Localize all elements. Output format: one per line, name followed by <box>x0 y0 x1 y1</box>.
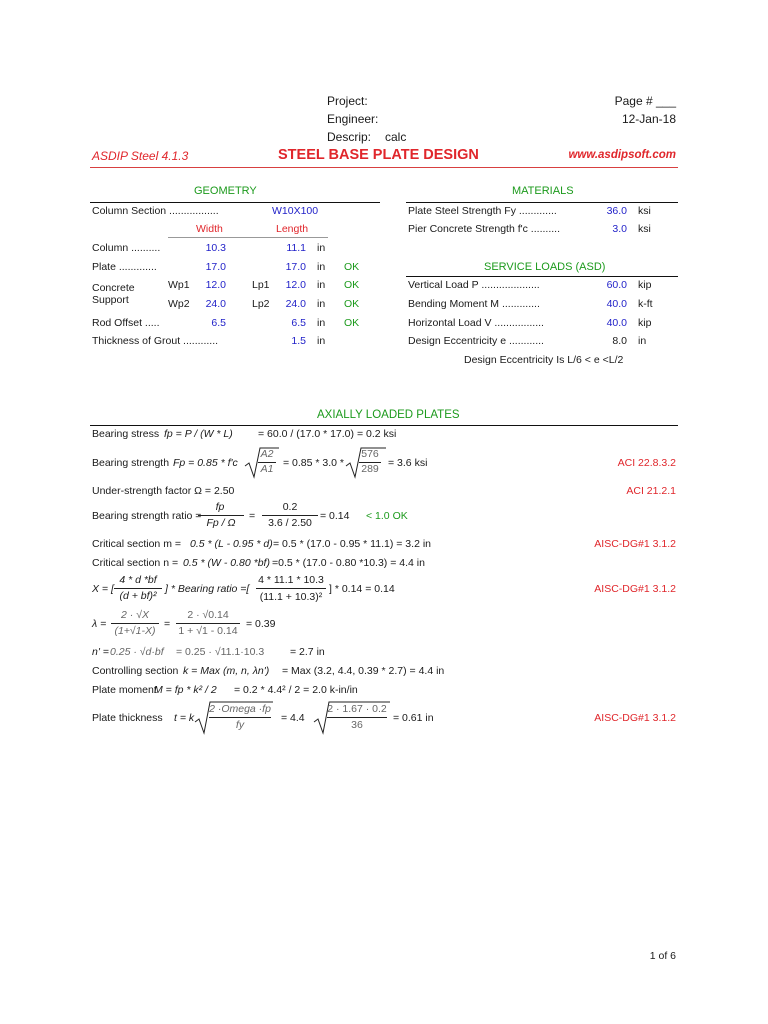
horizontal-load-value[interactable]: 40.0 <box>606 317 627 329</box>
ref-aci-22832: ACI 22.8.3.2 <box>617 457 676 469</box>
vertical-load-value[interactable]: 60.0 <box>606 279 627 291</box>
lp1-label: Lp1 <box>252 279 270 291</box>
ratio-den-symbol: Fp / Ω <box>206 517 236 529</box>
moment-formula: M = fp * k² / 2 <box>154 684 217 696</box>
omega-line: Under-strength factor Ω = 2.50 <box>92 485 235 497</box>
thickness-label: Plate thickness <box>92 712 163 724</box>
k-label: Controlling section <box>92 665 179 677</box>
thickness-result: = 0.61 in <box>393 712 434 724</box>
x-mid: ] * Bearing ratio =[ <box>165 583 250 595</box>
lambda-result: = 0.39 <box>246 618 276 630</box>
nprime-result: = 2.7 in <box>290 646 325 658</box>
support1-ok-badge: OK <box>344 279 360 291</box>
wp1-label: Wp1 <box>168 279 190 291</box>
moment-calc: = 0.2 * 4.4² / 2 = 2.0 k-in/in <box>234 684 358 696</box>
rod-offset-unit: in <box>317 317 326 329</box>
concrete-support-label-2: Support <box>92 294 129 306</box>
fy-label: Plate Steel Strength Fy ............. <box>408 205 557 217</box>
ratio-result: = 0.14 <box>320 510 350 522</box>
bearing-stress-calc: = 60.0 / (17.0 * 17.0) = 0.2 ksi <box>258 428 397 440</box>
width-length-underline <box>168 237 328 238</box>
grout-value[interactable]: 1.5 <box>291 335 306 347</box>
bearing-stress-label: Bearing stress <box>92 428 160 440</box>
nprime-formula: 0.25 · √d·bf <box>110 646 164 658</box>
thickness-num-value: 2 · 1.67 · 0.2 <box>327 703 387 715</box>
lambda-sym-bar <box>111 623 159 624</box>
ref-aci-2121: ACI 21.2.1 <box>626 485 676 497</box>
ratio-num-value: 0.2 <box>282 501 298 513</box>
rod-offset-label: Rod Offset ..... <box>92 317 160 329</box>
column-label: Column .......... <box>92 242 161 254</box>
fy-unit: ksi <box>638 205 651 217</box>
geometry-heading: GEOMETRY <box>194 185 257 197</box>
m-calc: = 0.5 * (17.0 - 0.95 * 11.1) = 3.2 in <box>273 538 431 550</box>
ref-aisc-x: AISC-DG#1 3.1.2 <box>594 583 676 595</box>
x-result: ] * 0.14 = 0.14 <box>329 583 395 595</box>
page-number-label: Page # ___ <box>614 94 676 108</box>
column-width-value[interactable]: 10.3 <box>205 242 226 254</box>
software-version: ASDIP Steel 4.1.3 <box>92 149 189 163</box>
bearing-strength-result: = 3.6 ksi <box>388 457 428 469</box>
lambda-num-value: 2 · √0.14 <box>187 609 229 621</box>
fy-value[interactable]: 36.0 <box>606 205 627 217</box>
nprime-lhs: n' = <box>92 646 109 658</box>
x-den: (d + bf)² <box>119 590 157 602</box>
column-section-label: Column Section ................. <box>92 205 219 217</box>
grout-label: Thickness of Grout ............ <box>92 335 219 347</box>
bending-moment-label: Bending Moment M ............. <box>408 298 540 310</box>
eccentricity-note: Design Eccentricity Is L/6 < e <L/2 <box>464 354 624 366</box>
lambda-val-bar <box>176 623 240 624</box>
lambda-den: (1+√1-X) <box>114 625 156 637</box>
sqrt-numerator: 576 <box>361 448 379 460</box>
bearing-stress-formula: fp = P / (W * L) <box>164 428 233 440</box>
column-section-value[interactable]: W10X100 <box>272 205 319 217</box>
engineer-label: Engineer: <box>327 112 379 126</box>
width-header: Width <box>196 223 223 235</box>
thickness-den: fy <box>235 719 245 731</box>
n-label: Critical section n = <box>92 557 179 569</box>
plate-width-value[interactable]: 17.0 <box>205 261 226 273</box>
x-sym-bar <box>114 588 162 589</box>
vertical-load-unit: kip <box>638 279 652 291</box>
lambda-num: 2 · √X <box>121 609 149 621</box>
plate-label: Plate ............. <box>92 261 157 273</box>
length-header: Length <box>276 223 309 235</box>
ratio-num-symbol: fp <box>215 501 225 513</box>
plate-unit: in <box>317 261 326 273</box>
support2-ok-badge: OK <box>344 298 360 310</box>
x-val-bar <box>256 588 326 589</box>
ratio-label: Bearing strength ratio = <box>92 510 202 522</box>
plate-length-value[interactable]: 17.0 <box>285 261 306 273</box>
wp2-value[interactable]: 24.0 <box>205 298 226 310</box>
service-loads-divider <box>406 276 678 277</box>
materials-heading: MATERIALS <box>512 185 574 197</box>
m-formula: 0.5 * (L - 0.95 * d) <box>190 538 273 550</box>
vertical-load-label: Vertical Load P .................... <box>408 279 540 291</box>
column-length-value[interactable]: 11.1 <box>286 242 306 254</box>
page-title: STEEL BASE PLATE DESIGN <box>278 147 479 163</box>
lambda-lhs: λ = <box>92 618 107 630</box>
bearing-strength-formula: Fp = 0.85 * f'c <box>173 457 238 469</box>
header-divider <box>90 167 678 168</box>
nprime-value: = 0.25 · √11.1·10.3 <box>176 646 265 658</box>
fc-unit: ksi <box>638 223 651 235</box>
descrip-label: Descrip: <box>327 130 372 144</box>
a1-symbol: A1 <box>260 463 274 475</box>
fc-value[interactable]: 3.0 <box>612 223 627 235</box>
ref-aisc-m: AISC-DG#1 3.1.2 <box>594 538 676 550</box>
horizontal-load-unit: kip <box>638 317 652 329</box>
n-formula: 0.5 * (W - 0.80 *bf) <box>183 557 270 569</box>
lp1-unit: in <box>317 279 326 291</box>
lp2-value[interactable]: 24.0 <box>285 298 306 310</box>
column-unit: in <box>317 242 326 254</box>
grout-unit: in <box>317 335 326 347</box>
x-num: 4 * d *bf <box>119 574 157 586</box>
thickness-val-bar <box>327 717 387 718</box>
ratio-equals: = <box>249 510 256 522</box>
n-calc: =0.5 * (17.0 - 0.80 *10.3) = 4.4 in <box>272 557 425 569</box>
ratio-check: < 1.0 OK <box>366 510 408 522</box>
project-label: Project: <box>327 94 368 108</box>
thickness-k: = 4.4 <box>281 712 305 724</box>
axial-divider <box>90 425 678 426</box>
rod-offset-length-value[interactable]: 6.5 <box>291 317 306 329</box>
rod-offset-width-value[interactable]: 6.5 <box>211 317 226 329</box>
eccentricity-unit: in <box>638 335 647 347</box>
date: 12-Jan-18 <box>621 112 676 126</box>
fc-label: Pier Concrete Strength f'c .......... <box>408 223 560 235</box>
m-label: Critical section m = <box>92 538 181 550</box>
k-calc: = Max (3.2, 4.4, 0.39 * 2.7) = 4.4 in <box>282 665 445 677</box>
a2-symbol: A2 <box>260 448 274 460</box>
eccentricity-value: 8.0 <box>612 335 627 347</box>
axial-heading: AXIALLY LOADED PLATES <box>317 409 460 421</box>
geometry-divider <box>90 202 380 203</box>
lambda-equals: = <box>164 618 171 630</box>
plate-ok-badge: OK <box>344 261 360 273</box>
bending-moment-value[interactable]: 40.0 <box>606 298 627 310</box>
bearing-strength-label: Bearing strength <box>92 457 170 469</box>
website-link[interactable]: www.asdipsoft.com <box>568 149 676 161</box>
ratio-sym-bar <box>198 515 244 516</box>
k-formula: k = Max (m, n, λn') <box>183 665 270 677</box>
ratio-den-value: 3.6 / 2.50 <box>268 517 312 529</box>
horizontal-load-label: Horizontal Load V ................. <box>408 317 544 329</box>
page-counter: 1 of 6 <box>649 950 676 962</box>
thickness-num: 2 ·Omega ·fp <box>209 703 271 715</box>
thickness-sym-bar <box>209 717 271 718</box>
bending-moment-unit: k-ft <box>638 298 653 310</box>
bearing-strength-mid: = 0.85 * 3.0 * <box>283 457 345 469</box>
materials-divider <box>406 202 678 203</box>
lp2-unit: in <box>317 298 326 310</box>
concrete-support-label-1: Concrete <box>92 282 135 294</box>
x-lhs: X = [ <box>92 583 114 595</box>
rod-offset-ok-badge: OK <box>344 317 360 329</box>
wp2-label: Wp2 <box>168 298 190 310</box>
lp2-label: Lp2 <box>252 298 270 310</box>
x-den-value: (11.1 + 10.3)² <box>259 591 323 603</box>
thickness-den-value: 36 <box>351 719 363 731</box>
eccentricity-label: Design Eccentricity e ............ <box>408 335 544 347</box>
x-num-value: 4 * 11.1 * 10.3 <box>258 574 324 586</box>
lambda-den-value: 1 + √1 - 0.14 <box>178 625 238 637</box>
lp1-value[interactable]: 12.0 <box>285 279 306 291</box>
ratio-val-bar <box>262 515 318 516</box>
thickness-lhs: t = k <box>174 712 195 724</box>
sqrt-denominator: 289 <box>361 463 379 475</box>
ref-aisc-t: AISC-DG#1 3.1.2 <box>594 712 676 724</box>
service-loads-heading: SERVICE LOADS (ASD) <box>484 261 606 273</box>
descrip-value: calc <box>385 130 407 144</box>
wp1-value[interactable]: 12.0 <box>205 279 226 291</box>
moment-label: Plate moment <box>92 684 157 696</box>
